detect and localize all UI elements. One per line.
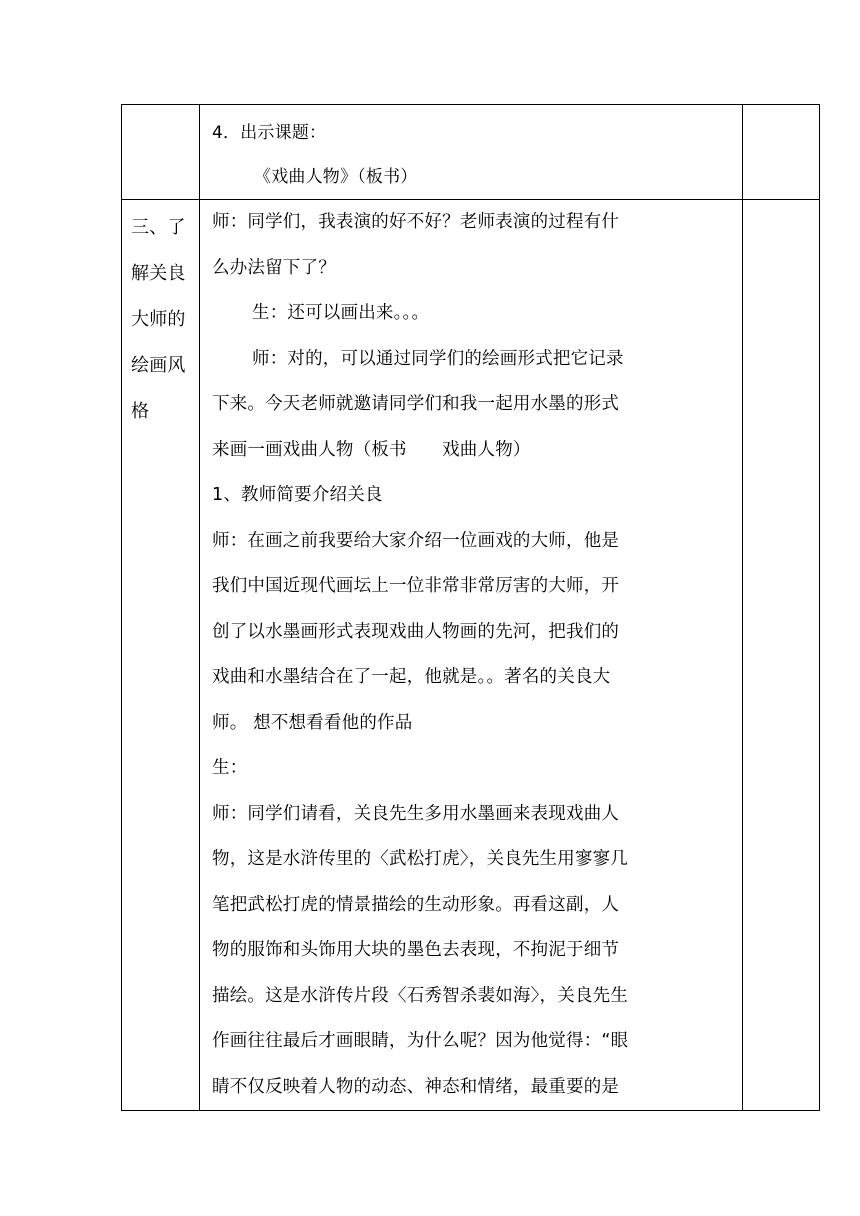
paragraph-line: 描绘。这是水浒传片段〈石秀智杀裴如海〉，关良先生 [212, 985, 629, 1006]
paragraph-line: 师：对的，可以通过同学们的绘画形式把它记录 [252, 348, 624, 369]
paragraph-line: 来画一画戏曲人物（板书 戏曲人物） [212, 439, 531, 460]
paragraph-line: 睛不仅反映着人物的动态、神态和情绪，最重要的是 [212, 1076, 620, 1097]
content-cell-topic [200, 105, 743, 200]
paragraph-line: 我们中国近现代画坛上一位非常非常厉害的大师，开 [212, 576, 620, 596]
lesson-plan-table [121, 104, 820, 1111]
content-cell-stage-three [200, 200, 743, 1111]
stage-label-line: 大师的 [131, 309, 186, 330]
paragraph-line: 下来。今天老师就邀请同学们和我一起用水墨的形式 [212, 394, 620, 414]
paragraph-line: 创了以水墨画形式表现戏曲人物画的先河，把我们的 [212, 621, 620, 642]
paragraph-line: 物，这是水浒传里的〈武松打虎〉，关良先生用寥寥几 [212, 849, 629, 869]
paragraph-line: 物的服饰和头饰用大块的墨色去表现，不拘泥于细节 [212, 940, 620, 960]
paragraph-line: 1、教师简要介绍关良 [212, 485, 383, 505]
table-row-topic [122, 105, 820, 200]
stage-cell-empty [122, 105, 200, 200]
topic-step-line: 4．出示课题： [212, 123, 327, 143]
paragraph-line: 戏曲和水墨结合在了一起，他就是。。著名的关良大 [212, 667, 611, 687]
paragraph-line: 生：还可以画出来。。。 [252, 303, 430, 323]
stage-label-line: 绘画风 [131, 355, 186, 376]
stage-label-cell [122, 200, 200, 1111]
paragraph-line: 作画往往最后才画眼睛，为什么呢？因为他觉得：“眼 [212, 1031, 629, 1051]
paragraph-line: 师。 想不想看看他的作品 [212, 712, 413, 733]
stage-label-line: 解关良 [131, 263, 186, 284]
paragraph-line: 笔把武松打虎的情景描绘的生动形象。再看这副，人 [212, 894, 620, 915]
paragraph-line: 师：同学们，我表演的好不好？老师表演的过程有什 [212, 212, 620, 232]
stage-label-line: 三、了 [131, 217, 186, 238]
topic-title-line: 《戏曲人物》（板书） [254, 167, 418, 187]
paragraph-line: 师：同学们请看，关良先生多用水墨画来表现戏曲人 [212, 803, 620, 824]
notes-cell-empty [743, 200, 820, 1111]
paragraph-line: 生： [212, 758, 248, 778]
table-row-stage-three [122, 200, 820, 1111]
paragraph-line: 师：在画之前我要给大家介绍一位画戏的大师，他是 [212, 530, 620, 551]
notes-cell-empty [743, 105, 820, 200]
stage-label-line: 格 [131, 401, 150, 422]
paragraph-line: 么办法留下了？ [212, 257, 336, 278]
